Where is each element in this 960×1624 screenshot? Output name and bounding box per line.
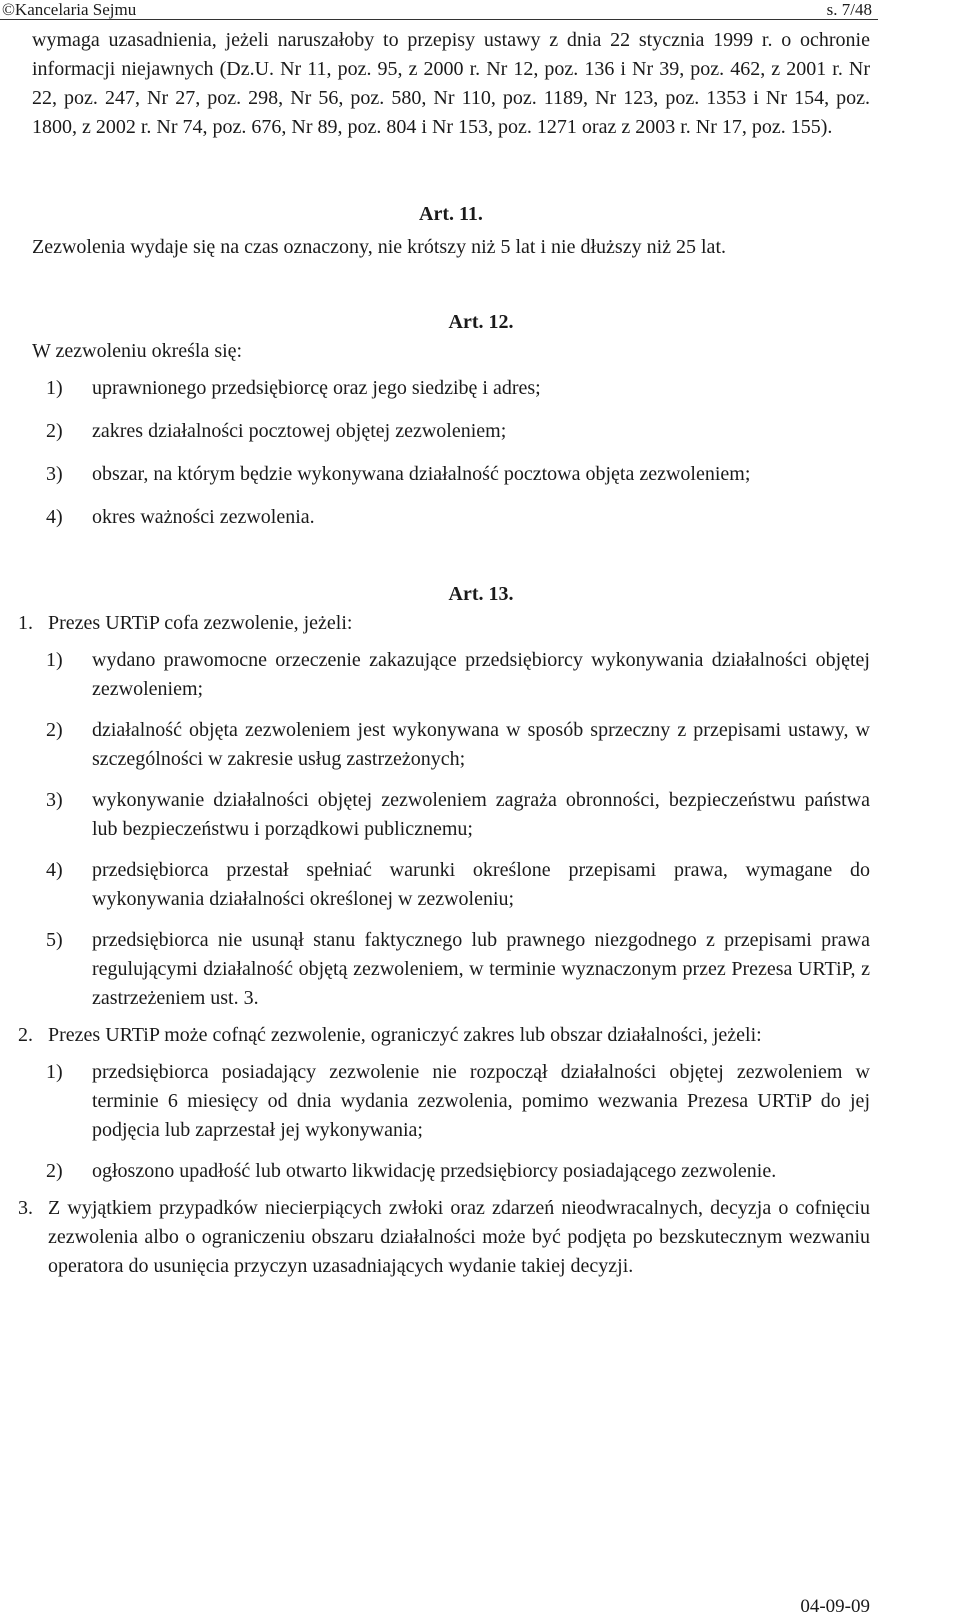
list-item <box>32 460 870 489</box>
list-text: ogłoszono upadłość lub otwarto likwidację przedsiębiorcy posiadającego zezwolenie. <box>92 1160 777 1182</box>
list-item <box>32 926 870 1013</box>
section-text: Prezes URTiP cofa zezwolenie, jeżeli: <box>48 612 353 634</box>
page-header <box>0 0 960 22</box>
section-number: 3. <box>18 1197 33 1219</box>
list-number: 1) <box>46 1061 63 1083</box>
document-body <box>18 26 870 1281</box>
list-item <box>32 646 870 704</box>
section-3-paragraph <box>18 1194 870 1281</box>
list-text: przedsiębiorca przestał spełniać warunki określone przepisami prawa, wymagane do wykonywania działalności określonej w zezwoleniu; <box>92 859 870 910</box>
art-13-heading: Art. 13. <box>448 583 514 605</box>
list-text: działalność objęta zezwoleniem jest wykonywana w sposób sprzeczny z przepisami ustawy, w szczególności w zakresie usług zastrzeżonych; <box>92 719 870 770</box>
list-text: wydano prawomocne orzeczenie zakazujące przedsiębiorcy wykonywania działalności objętej zezwoleniem; <box>92 649 870 700</box>
list-text: wykonywanie działalności objętej zezwoleniem zagraża obronności, bezpieczeństwu państwa lub bezpieczeństwu i porządkowi publicznemu; <box>92 789 870 840</box>
footer-date: 04-09-09 <box>800 1596 870 1617</box>
list-text: uprawnionego przedsiębiorcę oraz jego siedzibę i adres; <box>92 377 541 399</box>
list-item <box>32 856 870 914</box>
list-number: 3) <box>46 463 63 485</box>
list-number: 2) <box>46 1160 63 1182</box>
section-1-lead <box>18 609 870 638</box>
section-number: 2. <box>18 1024 33 1046</box>
list-item <box>32 786 870 844</box>
list-item <box>32 716 870 774</box>
list-number: 2) <box>46 719 63 741</box>
copyright-label: ©Kancelaria Sejmu <box>2 0 137 19</box>
intro-paragraph: wymaga uzasadnienia, jeżeli naruszałoby to przepisy ustawy z dnia 22 stycznia 1999 r. o ochronie informacji niejawnych (Dz.U. Nr 11, poz. 95, z 2000 r. Nr 12, poz. 136 i Nr 39, poz. 462, z 2001 r. Nr 22, poz. 247, Nr 27, poz. 298, Nr 56, poz. 580, Nr 110, poz. 1189, Nr 123, poz. 1353 i Nr 154, poz. 1800, z 2002 r. Nr 74, poz. 676, Nr 89, poz. 804 i Nr 153, poz. 1271 oraz z 2003 r. Nr 17, poz. 155). <box>32 29 870 138</box>
list-text: zakres działalności pocztowej objętej zezwoleniem; <box>92 420 507 442</box>
art-12-lead: W zezwoleniu określa się: <box>32 340 243 362</box>
list-text: przedsiębiorca nie usunął stanu faktycznego lub prawnego niezgodnego z przepisami prawa regulującymi działalność objętą zezwoleniem, w terminie wyznaczonym przez Prezesa URTiP, z zastrzeżeniem ust. 3. <box>92 929 870 1009</box>
list-number: 3) <box>46 789 63 811</box>
header-divider <box>0 19 878 20</box>
list-number: 2) <box>46 420 63 442</box>
list-number: 1) <box>46 377 63 399</box>
section-text: Prezes URTiP może cofnąć zezwolenie, ograniczyć zakres lub obszar działalności, jeżeli: <box>48 1024 762 1046</box>
list-number: 5) <box>46 929 63 951</box>
section-text: Z wyjątkiem przypadków niecierpiących zwłoki oraz zdarzeń nieodwracalnych, decyzja o cofnięciu zezwolenia albo o ograniczeniu obszaru działalności może być podjęta po bezskutecznym wezwaniu operatora do usunięcia przyczyn uzasadniających wydanie takiej decyzji. <box>48 1197 870 1277</box>
list-number: 4) <box>46 506 63 528</box>
list-text: obszar, na którym będzie wykonywana działalność pocztowa objęta zezwoleniem; <box>92 463 751 485</box>
list-text: okres ważności zezwolenia. <box>92 506 315 528</box>
list-item <box>32 417 870 446</box>
list-item <box>32 1157 870 1186</box>
page-number: s. 7/48 <box>826 0 872 19</box>
list-text: przedsiębiorca posiadający zezwolenie nie rozpoczął działalności objętej zezwoleniem w terminie 6 miesięcy od dnia wydania zezwolenia, pomimo wezwania Prezesa URTiP do jej podjęcia lub zaprzestał jej wykonywania; <box>92 1061 870 1141</box>
art-11-heading: Art. 11. <box>419 203 483 225</box>
section-number: 1. <box>18 612 33 634</box>
section-2-lead <box>18 1021 870 1050</box>
list-number: 4) <box>46 859 63 881</box>
list-item <box>32 503 870 532</box>
list-item <box>32 1058 870 1145</box>
art-11-text: Zezwolenia wydaje się na czas oznaczony, nie krótszy niż 5 lat i nie dłuższy niż 25 lat. <box>32 236 726 258</box>
list-number: 1) <box>46 649 63 671</box>
art-12-heading: Art. 12. <box>448 311 514 333</box>
list-item <box>32 374 870 403</box>
